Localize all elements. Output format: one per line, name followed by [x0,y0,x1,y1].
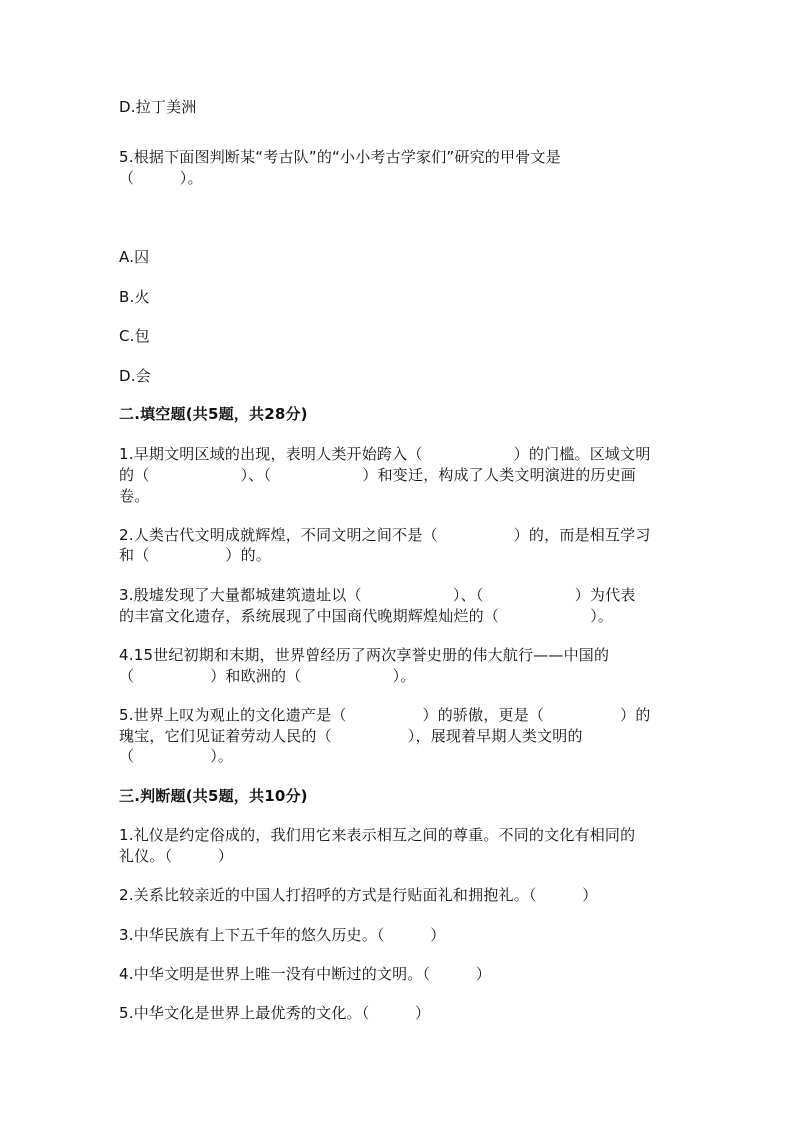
q5-stem-line1: 5.根据下面图判断某“考古队”的“小小考古学家们”研究的甲骨文是 [119,148,561,166]
fill-q5-line2: 瑰宝，它们见证着劳动人民的（ ），展现着早期人类文明的 [119,727,583,745]
fill-q4-line1: 4.15世纪初期和末期，世界曾经历了两次享誉史册的伟大航行——中国的 [119,646,610,664]
q5-option-a: A.囚 [119,248,150,266]
q5-option-b: B.火 [119,288,150,306]
judge-q3: 3.中华民族有上下五千年的悠久历史。（ ） [119,926,446,944]
judge-q1-line1: 1.礼仪是约定俗成的，我们用它来表示相互之间的尊重。不同的文化有相同的 [119,826,636,844]
fill-q1-line1: 1.早期文明区域的出现，表明人类开始跨入（ ）的门槛。区域文明 [119,445,651,463]
section-3-heading: 三.判断题(共5题，共10分) [119,787,308,805]
q5-option-d: D.会 [119,367,151,385]
judge-q1-line2: 礼仪。（ ） [119,847,234,865]
fill-q4-line2: （ ）和欧洲的（ ）。 [119,667,416,685]
judge-q5: 5.中华文化是世界上最优秀的文化。（ ） [119,1004,431,1022]
q5-stem-line2: （ ）。 [119,169,203,187]
section-2-heading: 二.填空题(共5题，共28分) [119,405,308,423]
fill-q1-line3: 卷。 [119,487,150,505]
fill-q3-line2: 的丰富文化遗存，系统展现了中国商代晚期辉煌灿烂的（ ）。 [119,607,614,625]
fill-q2-line2: 和（ ）的。 [119,546,272,564]
judge-q2: 2.关系比较亲近的中国人打招呼的方式是行贴面礼和拥抱礼。（ ） [119,886,598,904]
fill-q3-line1: 3.殷墟发现了大量都城建筑遗址以（ ）、（ ）为代表 [119,586,636,604]
fill-q5-line1: 5.世界上叹为观止的文化遗产是（ ）的骄傲，更是（ ）的 [119,706,651,724]
judge-q4: 4.中华文明是世界上唯一没有中断过的文明。（ ） [119,965,492,983]
fill-q5-line3: （ ）。 [119,747,234,765]
q5-option-c: C.包 [119,327,150,345]
fill-q1-line2: 的（ ）、（ ）和变迁，构成了人类文明演进的历史画 [119,466,637,484]
q4-option-d: D.拉丁美洲 [119,98,197,116]
fill-q2-line1: 2.人类古代文明成就辉煌，不同文明之间不是（ ）的，而是相互学习 [119,526,651,544]
